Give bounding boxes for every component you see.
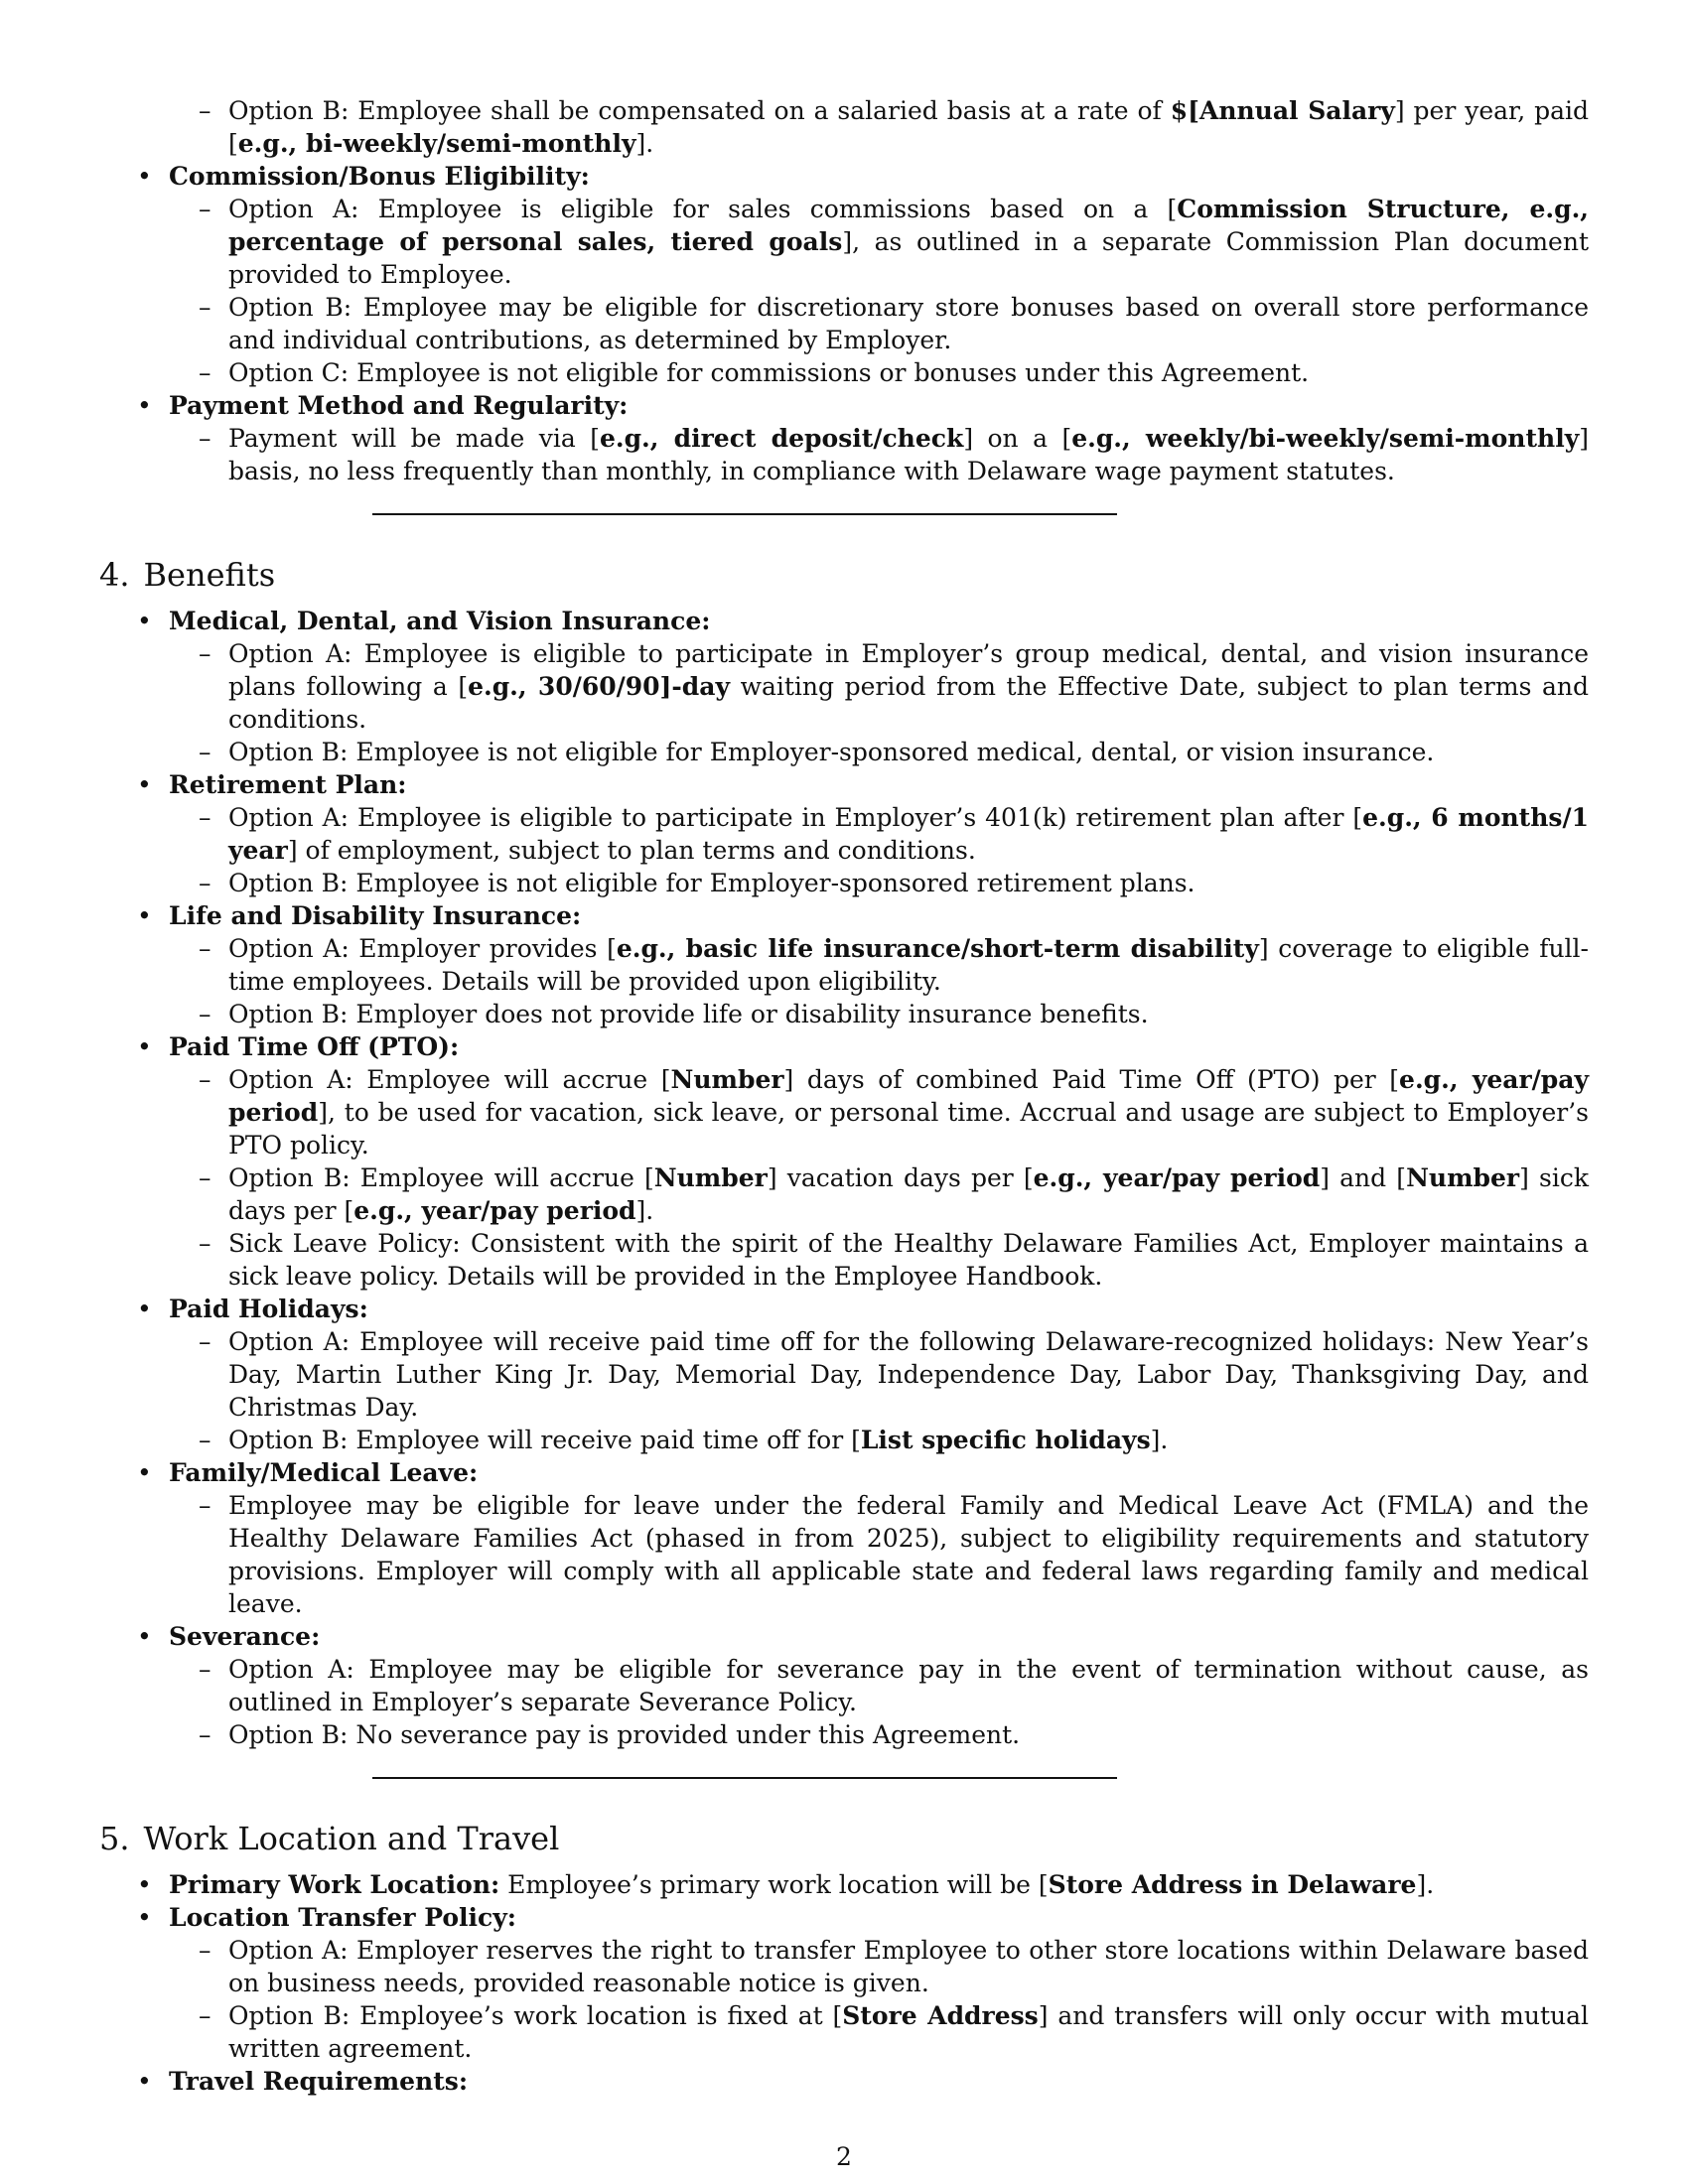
travel-requirements-item: • Travel Requirements: (99, 2065, 1589, 2098)
retirement-item: • Retirement Plan: – Option A: Employee is eligible to participate in Employer’s 401(k) retirement plan after [e.g., 6 months/1 year] of employment, subject to plan terms and conditions. – Option B: Employee is not eligible for Employer-sponsored retirement plans. (99, 768, 1589, 899)
section-heading-work-location: 5. Work Location and Travel (99, 1820, 560, 1857)
document-page (99, 94, 1589, 2098)
work-location-list (99, 1868, 1589, 2098)
medical-option-a: – Option A: Employee is eligible to participate in Employer’s group medical, dental, and vision insurance plans following a [e.g., 30/60/90]-day waiting period from the Effective Date, subject to plan terms and conditions. (169, 637, 1589, 736)
pto-item: • Paid Time Off (PTO): – Option A: Employee will accrue [Number] days of combined Paid Time Off (PTO) per [e.g., year/pay period], to be used for vacation, sick leave, or personal time. Accrual and usage are subject to Employer’s PTO policy. – Option B: Employee will accrue [Number] vacation days per [e.g., year/pay period] and [Number] sick days per [e.g., year/pay period]. – Sick Leave Policy: Consistent with the spirit of the Healthy Delaware Families Act, Employer maintains a sick leave policy. Details will be provided in the Employee Handbook. (99, 1030, 1589, 1293)
benefits-list (99, 605, 1589, 1751)
primary-location-item: • Primary Work Location: Employee’s primary work location will be [Store Address in Delaware]. (99, 1868, 1589, 1901)
carryover-list (99, 94, 1589, 160)
commission-option-c: – Option C: Employee is not eligible for commissions or bonuses under this Agreement. (169, 356, 1589, 389)
commission-item: • Commission/Bonus Eligibility: – Option A: Employee is eligible for sales commissions based on a [Commission Structure, e.g., percentage of personal sales, tiered goals], as outlined in a separate Commission Plan document provided to Employee. – Option B: Employee may be eligible for discretionary store bonuses based on overall store performance and individual contributions, as determined by Employer. – Option C: Employee is not eligible for commissions or bonuses under this Agreement. (99, 160, 1589, 389)
life-item: • Life and Disability Insurance: – Option A: Employer provides [e.g., basic life insurance/short-term disability] coverage to eligible full-time employees. Details will be provided upon eligibility. – Option B: Employer does not provide life or disability insurance benefits. (99, 899, 1589, 1030)
transfer-option-a: – Option A: Employer reserves the right to transfer Employee to other store locations within Delaware based on business needs, provided reasonable notice is given. (169, 1934, 1589, 1999)
life-option-b: – Option B: Employer does not provide life or disability insurance benefits. (169, 998, 1589, 1030)
pto-option-a: – Option A: Employee will accrue [Number] days of combined Paid Time Off (PTO) per [e.g., year/pay period], to be used for vacation, sick leave, or personal time. Accrual and usage are subject to Employer’s PTO policy. (169, 1063, 1589, 1161)
commission-option-b: – Option B: Employee may be eligible for discretionary store bonuses based on overall store performance and individual contributions, as determined by Employer. (169, 291, 1589, 356)
medical-item: • Medical, Dental, and Vision Insurance: – Option A: Employee is eligible to participate in Employer’s group medical, dental, and vision insurance plans following a [e.g., 30/60/90]-day waiting period from the Effective Date, subject to plan terms and conditions. – Option B: Employee is not eligible for Employer-sponsored medical, dental, or vision insurance. (99, 605, 1589, 768)
section-divider (372, 1777, 1117, 1779)
holidays-option-a: – Option A: Employee will receive paid time off for the following Delaware-recognized holidays: New Year’s Day, Martin Luther King Jr. Day, Memorial Day, Independence Day, Labor Day, Thanksgiving Day, and Christmas Day. (169, 1325, 1589, 1424)
page-number: 2 (836, 2142, 852, 2171)
section-heading-benefits: 4. Benefits (99, 556, 276, 594)
transfer-option-b: – Option B: Employee’s work location is fixed at [Store Address] and transfers will only occur with mutual written agreement. (169, 1999, 1589, 2065)
pto-option-b: – Option B: Employee will accrue [Number] vacation days per [e.g., year/pay period] and [Number] sick days per [e.g., year/pay period]. (169, 1161, 1589, 1227)
severance-item: • Severance: – Option A: Employee may be eligible for severance pay in the event of termination without cause, as outlined in Employer’s separate Severance Policy. – Option B: No severance pay is provided under this Agreement. (99, 1620, 1589, 1751)
payment-item: • Payment Method and Regularity: – Payment will be made via [e.g., direct deposit/check] on a [e.g., weekly/bi-weekly/semi-monthly] basis, no less frequently than monthly, in compliance with Delaware wage payment statutes. (99, 389, 1589, 487)
medical-option-b: – Option B: Employee is not eligible for Employer-sponsored medical, dental, or vision insurance. (169, 736, 1589, 768)
commission-option-a: – Option A: Employee is eligible for sales commissions based on a [Commission Structure, e.g., percentage of personal sales, tiered goals], as outlined in a separate Commission Plan document provided to Employee. (169, 193, 1589, 291)
family-leave-item: • Family/Medical Leave: – Employee may be eligible for leave under the federal Family and Medical Leave Act (FMLA) and the Healthy Delaware Families Act (phased in from 2025), subject to eligibility requirements and statutory provisions. Employer will comply with all applicable state and federal laws regarding family and medical leave. (99, 1456, 1589, 1620)
holidays-item: • Paid Holidays: – Option A: Employee will receive paid time off for the following Delaware-recognized holidays: New Year’s Day, Martin Luther King Jr. Day, Memorial Day, Independence Day, Labor Day, Thanksgiving Day, and Christmas Day. – Option B: Employee will receive paid time off for [List specific holidays]. (99, 1293, 1589, 1456)
retirement-option-b: – Option B: Employee is not eligible for Employer-sponsored retirement plans. (169, 867, 1589, 899)
sick-leave-policy: – Sick Leave Policy: Consistent with the spirit of the Healthy Delaware Families Act, Employer maintains a sick leave policy. Details will be provided in the Employee Handbook. (169, 1227, 1589, 1293)
severance-option-a: – Option A: Employee may be eligible for severance pay in the event of termination without cause, as outlined in Employer’s separate Severance Policy. (169, 1653, 1589, 1718)
life-option-a: – Option A: Employer provides [e.g., basic life insurance/short-term disability] coverage to eligible full-time employees. Details will be provided upon eligibility. (169, 932, 1589, 998)
section-divider (372, 513, 1117, 515)
salary-option-b: – Option B: Employee shall be compensated on a salaried basis at a rate of $[Annual Salary] per year, paid [e.g., bi-weekly/semi-monthly]. (99, 94, 1589, 160)
family-leave-text: – Employee may be eligible for leave under the federal Family and Medical Leave Act (FMLA) and the Healthy Delaware Families Act (phased in from 2025), subject to eligibility requirements and statutory provisions. Employer will comply with all applicable state and federal laws regarding family and medical leave. (169, 1489, 1589, 1620)
transfer-policy-item: • Location Transfer Policy: – Option A: Employer reserves the right to transfer Employee to other store locations within Delaware based on business needs, provided reasonable notice is given. – Option B: Employee’s work location is fixed at [Store Address] and transfers will only occur with mutual written agreement. (99, 1901, 1589, 2065)
section3-list (99, 160, 1589, 487)
payment-text: – Payment will be made via [e.g., direct deposit/check] on a [e.g., weekly/bi-weekly/semi-monthly] basis, no less frequently than monthly, in compliance with Delaware wage payment statutes. (169, 422, 1589, 487)
holidays-option-b: – Option B: Employee will receive paid time off for [List specific holidays]. (169, 1424, 1589, 1456)
severance-option-b: – Option B: No severance pay is provided under this Agreement. (169, 1718, 1589, 1751)
retirement-option-a: – Option A: Employee is eligible to participate in Employer’s 401(k) retirement plan after [e.g., 6 months/1 year] of employment, subject to plan terms and conditions. (169, 801, 1589, 867)
